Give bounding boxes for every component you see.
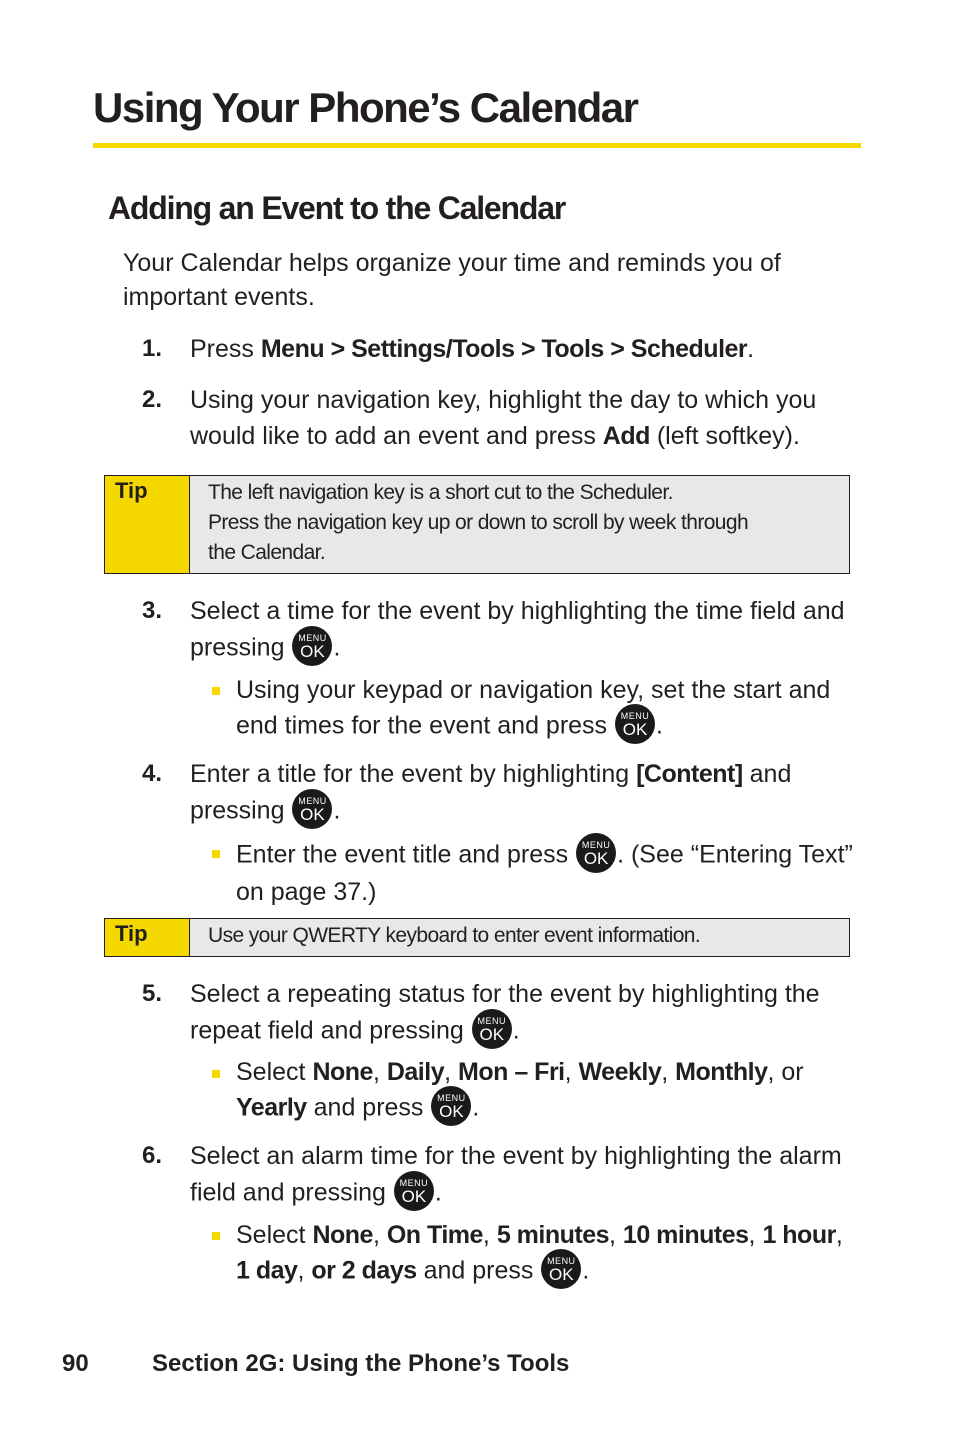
step-text: Select an alarm time for the event by highlighting the alarm field and pressing MENU OK .: [190, 1138, 870, 1214]
step-text: Select a time for the event by highlighting the time field and pressing MENU OK .: [190, 593, 870, 669]
tip-text: The left navigation key is a short cut to the Scheduler. Press the navigation key up or down to scroll by week through the Calendar.: [208, 481, 749, 564]
tip-label: Tip: [105, 476, 190, 573]
step-number: 3.: [142, 597, 163, 624]
step-text: Using your navigation key, highlight the day to which you would like to add an event and press Add (left softkey).: [190, 386, 817, 450]
menu-ok-key-icon: MENU OK: [292, 789, 332, 829]
tip-text: Use your QWERTY keyboard to enter event information.: [208, 924, 701, 947]
step-text: Press Menu > Settings/Tools > Tools > Scheduler.: [190, 335, 755, 363]
step-6-bullet: Select None, On Time, 5 minutes, 10 minutes, 1 hour, 1 day, or 2 days and press MENU OK .: [236, 1219, 856, 1292]
tip-label: Tip: [105, 919, 190, 956]
page-title: Using Your Phone’s Calendar: [93, 84, 638, 131]
bullet-icon: [212, 687, 220, 695]
menu-ok-key-icon: MENU OK: [576, 833, 616, 873]
step-text: Enter a title for the event by highlighting [Content] and pressing MENU OK .: [190, 756, 870, 832]
footer-section-title: Section 2G: Using the Phone’s Tools: [152, 1350, 570, 1377]
menu-ok-key-icon: MENU OK: [472, 1009, 512, 1049]
step-number: 6.: [142, 1142, 163, 1169]
tip-box: [104, 475, 850, 574]
menu-ok-key-icon: MENU OK: [615, 704, 655, 744]
bullet-icon: [212, 850, 220, 858]
menu-ok-key-icon: MENU OK: [394, 1171, 434, 1211]
menu-ok-key-icon: MENU OK: [541, 1249, 581, 1289]
step-text: Select a repeating status for the event by highlighting the repeat field and pressing MENU OK .: [190, 976, 870, 1052]
section-heading: Adding an Event to the Calendar: [108, 190, 566, 226]
bullet-icon: [212, 1232, 220, 1240]
intro-paragraph: Your Calendar helps organize your time and reminds you of important events.: [123, 249, 781, 311]
page-number: 90: [62, 1350, 89, 1377]
step-number: 1.: [142, 335, 163, 362]
menu-ok-key-icon: MENU OK: [292, 626, 332, 666]
step-number: 5.: [142, 980, 163, 1007]
title-underline: [93, 143, 861, 148]
step-5-bullet: Select None, Daily, Mon – Fri, Weekly, Monthly, or Yearly and press MENU OK .: [236, 1056, 856, 1129]
step-number: 2.: [142, 386, 163, 413]
step-3-bullet: Using your keypad or navigation key, set the start and end times for the event and press MENU OK .: [236, 674, 856, 747]
bullet-icon: [212, 1070, 220, 1078]
menu-ok-key-icon: MENU OK: [431, 1086, 471, 1126]
tip-box: [104, 918, 850, 957]
step-number: 4.: [142, 760, 163, 787]
step-4-bullet: Enter the event title and press MENU OK . (See “Entering Text” on page 37.): [236, 836, 856, 909]
